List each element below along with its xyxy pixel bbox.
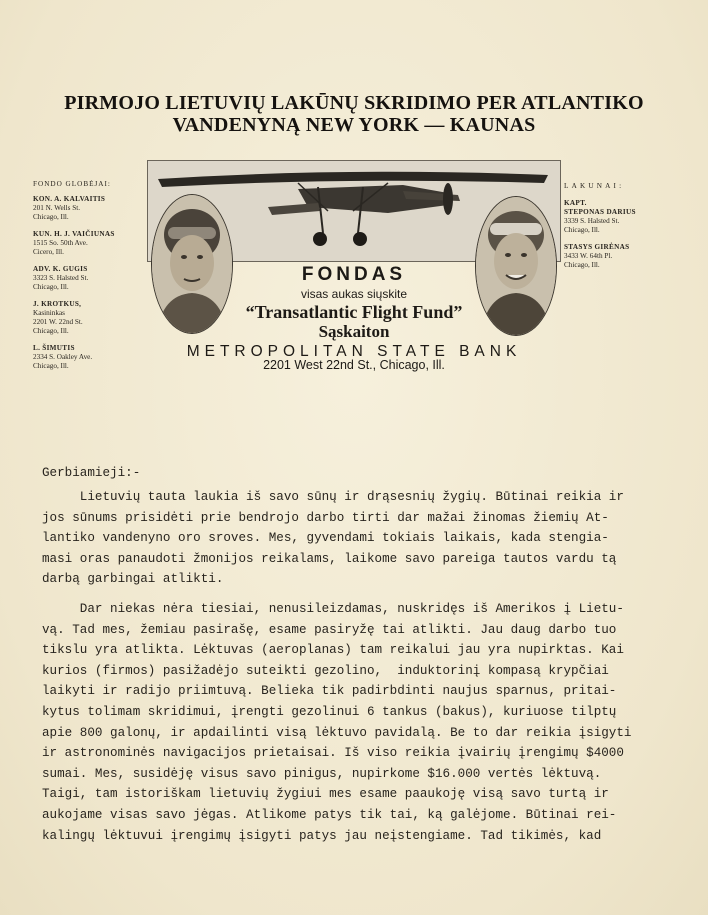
- text-line: ir astronominės navigacijos prietaisai. Iš viso reikia įvairių įrengimų $4000: [42, 746, 624, 761]
- trustee-name: KON. A. KALVAITIS: [33, 195, 106, 203]
- text-line: kalingų lėktuvui įrengimų įsigyti patys jau neįstengiame. Tad tikimės, kad: [42, 828, 602, 843]
- text-line: Dar niekas nėra tiesiai, nenusileizdamas, nuskridęs iš Amerikos į Lietu-: [42, 602, 624, 616]
- bank-name: METROPOLITAN STATE BANK: [186, 343, 522, 360]
- trustee-entry: [33, 344, 153, 371]
- bank-address: 2201 West 22nd St., Chicago, Ill.: [263, 358, 445, 372]
- trustee-address: 3323 S. Halsted St.: [33, 274, 89, 282]
- trustees-list: [33, 180, 153, 379]
- text-line: vą. Tad mes, žemiau pasirašę, esame pasiryžę tai atlikti. Jau daug darbo tuo: [42, 622, 617, 637]
- pilot-rank: KAPT.: [564, 199, 587, 207]
- letter-greeting: Gerbiamieji:-: [42, 466, 141, 480]
- trustee-address: 201 N. Wells St.: [33, 204, 81, 212]
- text-line: laikyti ir radijo priimtuvą. Belieka tik padirbdinti naujus sparnus, pritai-: [42, 684, 617, 699]
- text-line: sumai. Mes, susidėję visus savo pinigus, nupirkome $16.000 vertės lėktuvą.: [42, 766, 602, 781]
- trustee-name: ADV. K. GUGIS: [33, 265, 88, 273]
- trustees-heading: FONDO GLOBĖJAI:: [33, 180, 111, 188]
- fund-account-label: Sąskaiton: [318, 322, 390, 341]
- trustee-address: 2201 W. 22nd St.: [33, 318, 83, 326]
- pilot-entry: [564, 243, 674, 270]
- letter-paragraph-2: [42, 599, 672, 846]
- title-line-2: VANDENYNĄ NEW YORK — KAUNAS: [172, 114, 536, 136]
- trustee-address: 1515 So. 50th Ave.: [33, 239, 88, 247]
- text-line: jos sūnums prisidėti prie bendrojo darbo tirti dar mažai žinomas žiemių At-: [42, 510, 609, 525]
- text-line: tikslu yra atlikta. Lėktuvas (aeroplanas) tam reikalui jau yra nupirktas. Kai: [42, 643, 624, 658]
- trustee-entry: [33, 230, 153, 257]
- text-line: apie 800 galonų, ir apdailinti visą lėktuvo pavidalą. Be to dar reikia įsigyti: [42, 725, 632, 740]
- pilots-list: [564, 182, 674, 278]
- text-line: Lietuvių tauta laukia iš savo sūnų ir drąsesnių žygių. Būtinai reikia ir: [42, 490, 624, 504]
- pilots-heading: LAKUNAI:: [564, 182, 625, 190]
- text-line: masi oras panaudoti žmonijos reikalams, laikome savo pareiga tautos vardu tą: [42, 551, 617, 566]
- trustee-city: Chicago, Ill.: [33, 283, 69, 291]
- trustee-name: J. KROTKUS,: [33, 300, 82, 308]
- fund-instruction: visas aukas siųskite: [300, 287, 408, 301]
- text-line: kurios (firmos) pasižadėjo suteikti gezolino, induktorinį kompasą krypčiai: [42, 663, 609, 678]
- text-line: kytus tolimam skridimui, įrengti gezolinui 6 tankus (bakus), kuriuose tilptų: [42, 704, 617, 719]
- pilot-city: Chicago, Ill.: [564, 226, 600, 234]
- trustee-city: Chicago, Ill.: [33, 362, 69, 370]
- trustee-city: Chicago, Ill.: [33, 213, 69, 221]
- text-line: aukojame visas savo jėgas. Atlikome patys tik tai, ką galėjome. Būtinai rei-: [42, 807, 617, 822]
- trustee-name: KUN. H. J. VAIČIUNAS: [33, 230, 115, 238]
- pilot-name: STASYS GIRĖNAS: [564, 243, 630, 251]
- fund-name: “Transatlantic Flight Fund”: [245, 302, 463, 322]
- trustee-name: L. ŠIMUTIS: [33, 344, 75, 352]
- text-line: lantiko vandenyno oro sroves. Mes, gyvendami tokiais laikais, kada stengia-: [42, 531, 609, 546]
- trustee-entry: [33, 195, 153, 222]
- trustee-city: Chicago, Ill.: [33, 327, 69, 335]
- pilot-address: 3433 W. 64th Pl.: [564, 252, 613, 260]
- fund-heading: FONDAS: [301, 264, 407, 285]
- title-line-1: PIRMOJO LIETUVIŲ LAKŪNŲ SKRIDIMO PER ATLANTIKO: [64, 92, 644, 114]
- trustee-city: Cicero, Ill.: [33, 248, 64, 256]
- text-line: darbą garbingai atlikti.: [42, 572, 224, 587]
- trustee-entry: [33, 265, 153, 292]
- pilot-address: 3339 S. Halsted St.: [564, 217, 620, 225]
- text-line: Taigi, tam istoriškam lietuvių žygiui mes esame paaukoję visą savo turtą ir: [42, 787, 609, 802]
- trustee-entry: [33, 300, 153, 336]
- trustee-role: Kasininkas: [33, 309, 65, 317]
- letter-paragraph-1: [42, 487, 672, 590]
- trustee-address: 2334 S. Oakley Ave.: [33, 353, 93, 361]
- pilot-city: Chicago, Ill.: [564, 261, 600, 269]
- pilot-entry: [564, 199, 674, 235]
- pilot-name: STEPONAS DARIUS: [564, 208, 636, 216]
